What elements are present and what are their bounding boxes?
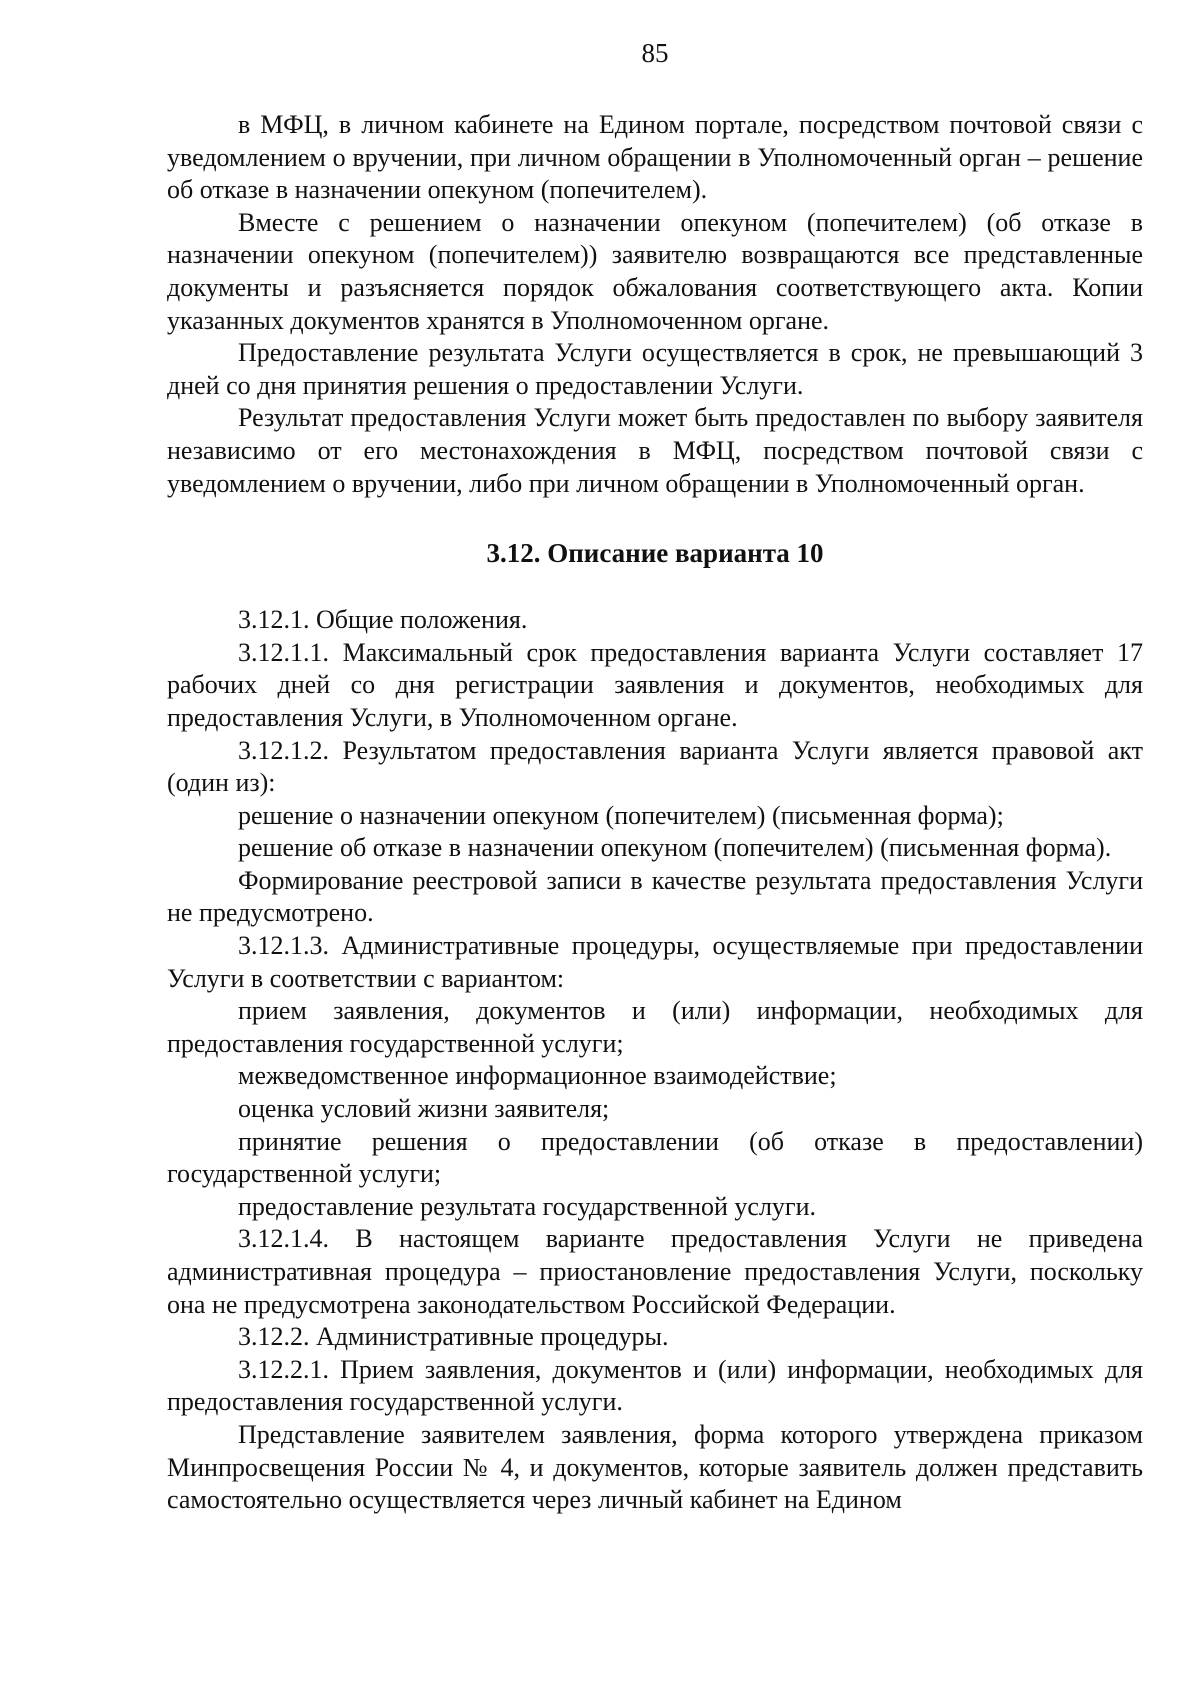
paragraph: 3.12.2. Административные процедуры. — [238, 1322, 669, 1352]
page-number: 85 — [641, 38, 669, 68]
list-item: принятие решения о предоставлении (об отказе в предоставлении) государственной услуги; — [167, 1126, 1143, 1189]
paragraph: Представление заявителем заявления, форма которого утверждена приказом Минпросвещения России № 4, и документов, которые заявитель должен представить самостоятельно осуществляется через личный кабинет на Едином — [167, 1419, 1143, 1515]
paragraph: 3.12.1. Общие положения. — [238, 605, 528, 635]
paragraph: Вместе с решением о назначении опекуном (попечителем) (об отказе в назначении опекуном (попечителем)) заявителю возвращаются все представленные документы и разъясняется порядок обжалования соответствующего акта. Копии указанных документов хранятся в Уполномоченном органе. — [167, 207, 1143, 335]
list-item: предоставление результата государственной услуги. — [238, 1191, 817, 1221]
list-item: межведомственное информационное взаимодействие; — [238, 1061, 837, 1091]
paragraph: 3.12.2.1. Прием заявления, документов и (или) информации, необходимых для предоставления государственной услуги. — [167, 1354, 1143, 1417]
paragraph: Результат предоставления Услуги может быть предоставлен по выбору заявителя независимо от его местонахождения в МФЦ, посредством почтовой связи с уведомлением о вручении, либо при личном обращении в Уполномоченный орган. — [167, 403, 1143, 498]
paragraph: Формирование реестровой записи в качестве результата предоставления Услуги не предусмотрено. — [167, 865, 1143, 928]
section-heading: 3.12. Описание варианта 10 — [486, 538, 824, 569]
list-item: решение о назначении опекуном (попечителем) (письменная форма); — [238, 800, 1004, 830]
paragraph: в МФЦ, в личном кабинете на Едином портале, посредством почтовой связи с уведомлением о вручении, при личном обращении в Уполномоченный орган – решение об отказе в назначении опекуном (попечителем). — [167, 110, 1143, 205]
list-item: прием заявления, документов и (или) информации, необходимых для предоставления государственной услуги; — [167, 996, 1143, 1058]
list-item: решение об отказе в назначении опекуном (попечителем) (письменная форма). — [238, 833, 1112, 863]
page-content — [167, 109, 1143, 1517]
paragraph: 3.12.1.3. Административные процедуры, осуществляемые при предоставлении Услуги в соответствии с вариантом: — [167, 931, 1143, 993]
paragraph: Предоставление результата Услуги осуществляется в срок, не превышающий 3 дней со дня принятия решения о предоставлении Услуги. — [167, 338, 1143, 400]
list-item: оценка условий жизни заявителя; — [238, 1094, 610, 1124]
paragraph: 3.12.1.1. Максимальный срок предоставления варианта Услуги составляет 17 рабочих дней со дня регистрации заявления и документов, необходимых для предоставления Услуги, в Уполномоченном органе. — [167, 637, 1143, 732]
paragraph: 3.12.1.2. Результатом предоставления варианта Услуги является правовой акт (один из): — [167, 735, 1143, 798]
paragraph: 3.12.1.4. В настоящем варианте предоставления Услуги не приведена административная процедура – приостановление предоставления Услуги, поскольку она не предусмотрена законодательством Российской Федерации. — [167, 1224, 1143, 1319]
